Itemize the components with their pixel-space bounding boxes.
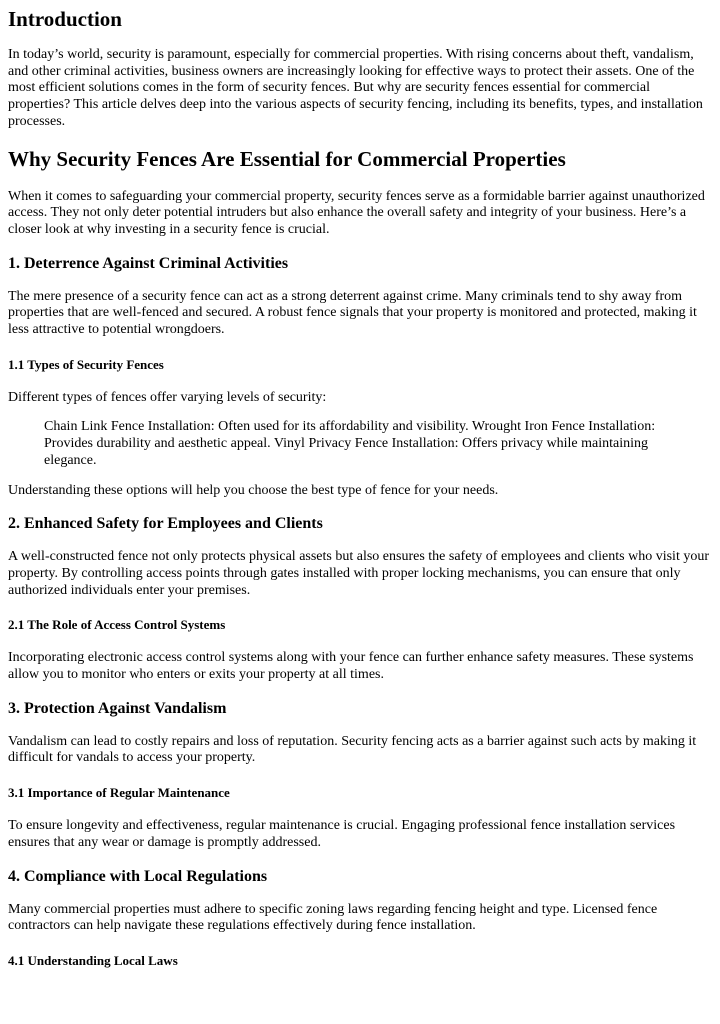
fence-types-quote: Chain Link Fence Installation: Often used for its affordability and visibility. Wrought Iron Fence Installation: Provides durability and aesthetic appeal. Vinyl Privacy Fence Installation: Offers privacy while maintaining elegance. <box>44 419 656 468</box>
section-2-1-paragraph: Incorporating electronic access control systems along with your fence can further enhance safety measures. These systems allow you to monitor who enters or exits your property at all times. <box>8 650 694 683</box>
intro-heading: Introduction <box>8 7 122 31</box>
why-paragraph: When it comes to safeguarding your commercial property, security fences serve as a formidable barrier against unauthorized access. They not only deter potential intruders but also enhance the overall safety and integrity of your business. Here’s a closer look at why investing in a security fence is crucial. <box>8 188 705 237</box>
why-heading: Why Security Fences Are Essential for Commercial Properties <box>8 146 566 171</box>
section-3-1-heading: 3.1 Importance of Regular Maintenance <box>8 785 230 801</box>
section-1-1-intro: Different types of fences offer varying levels of security: <box>8 389 327 405</box>
section-2-paragraph: A well-constructed fence not only protects physical assets but also ensures the safety of employees and clients who visit your property. By controlling access points through gates installed with proper locking mechanisms, you can ensure that only authorized individuals enter your premises. <box>8 549 709 598</box>
section-1-paragraph: The mere presence of a security fence can act as a strong deterrent against crime. Many criminals tend to shy away from properties that are well-fenced and secured. A robust fence signals that your property is monitored and protected, making it less attractive to potential wrongdoers. <box>8 288 697 338</box>
section-2-1-heading: 2.1 The Role of Access Control Systems <box>8 617 226 633</box>
section-1-1-outro: Understanding these options will help you choose the best type of fence for your needs. <box>8 482 499 498</box>
section-4-heading: 4. Compliance with Local Regulations <box>8 867 268 885</box>
section-4-1-heading: 4.1 Understanding Local Laws <box>8 952 178 968</box>
section-3-heading: 3. Protection Against Vandalism <box>8 699 227 717</box>
section-2-heading: 2. Enhanced Safety for Employees and Clients <box>8 515 323 533</box>
article-page <box>0 7 720 969</box>
section-1-1-heading: 1.1 Types of Security Fences <box>8 356 164 372</box>
section-3-1-paragraph: To ensure longevity and effectiveness, regular maintenance is crucial. Engaging professional fence installation services ensures that any wear or damage is promptly addressed. <box>8 818 676 850</box>
section-1-heading: 1. Deterrence Against Criminal Activities <box>8 254 289 272</box>
section-3-paragraph: Vandalism can lead to costly repairs and loss of reputation. Security fencing acts as a barrier against such acts by making it difficult for vandals to access your property. <box>8 733 697 766</box>
intro-paragraph: In today’s world, security is paramount, especially for commercial properties. With rising concerns about theft, vandalism, and other criminal activities, business owners are increasingly looking for effective ways to protect their assets. One of the most efficient solutions comes in the form of security fences. But why are security fences essential for commercial properties? This article delves deep into the various aspects of security fencing, including its benefits, types, and installation processes. <box>8 47 703 129</box>
section-4-paragraph: Many commercial properties must adhere to specific zoning laws regarding fencing height and type. Licensed fence contractors can help navigate these regulations effectively during fence installation. <box>8 901 658 934</box>
